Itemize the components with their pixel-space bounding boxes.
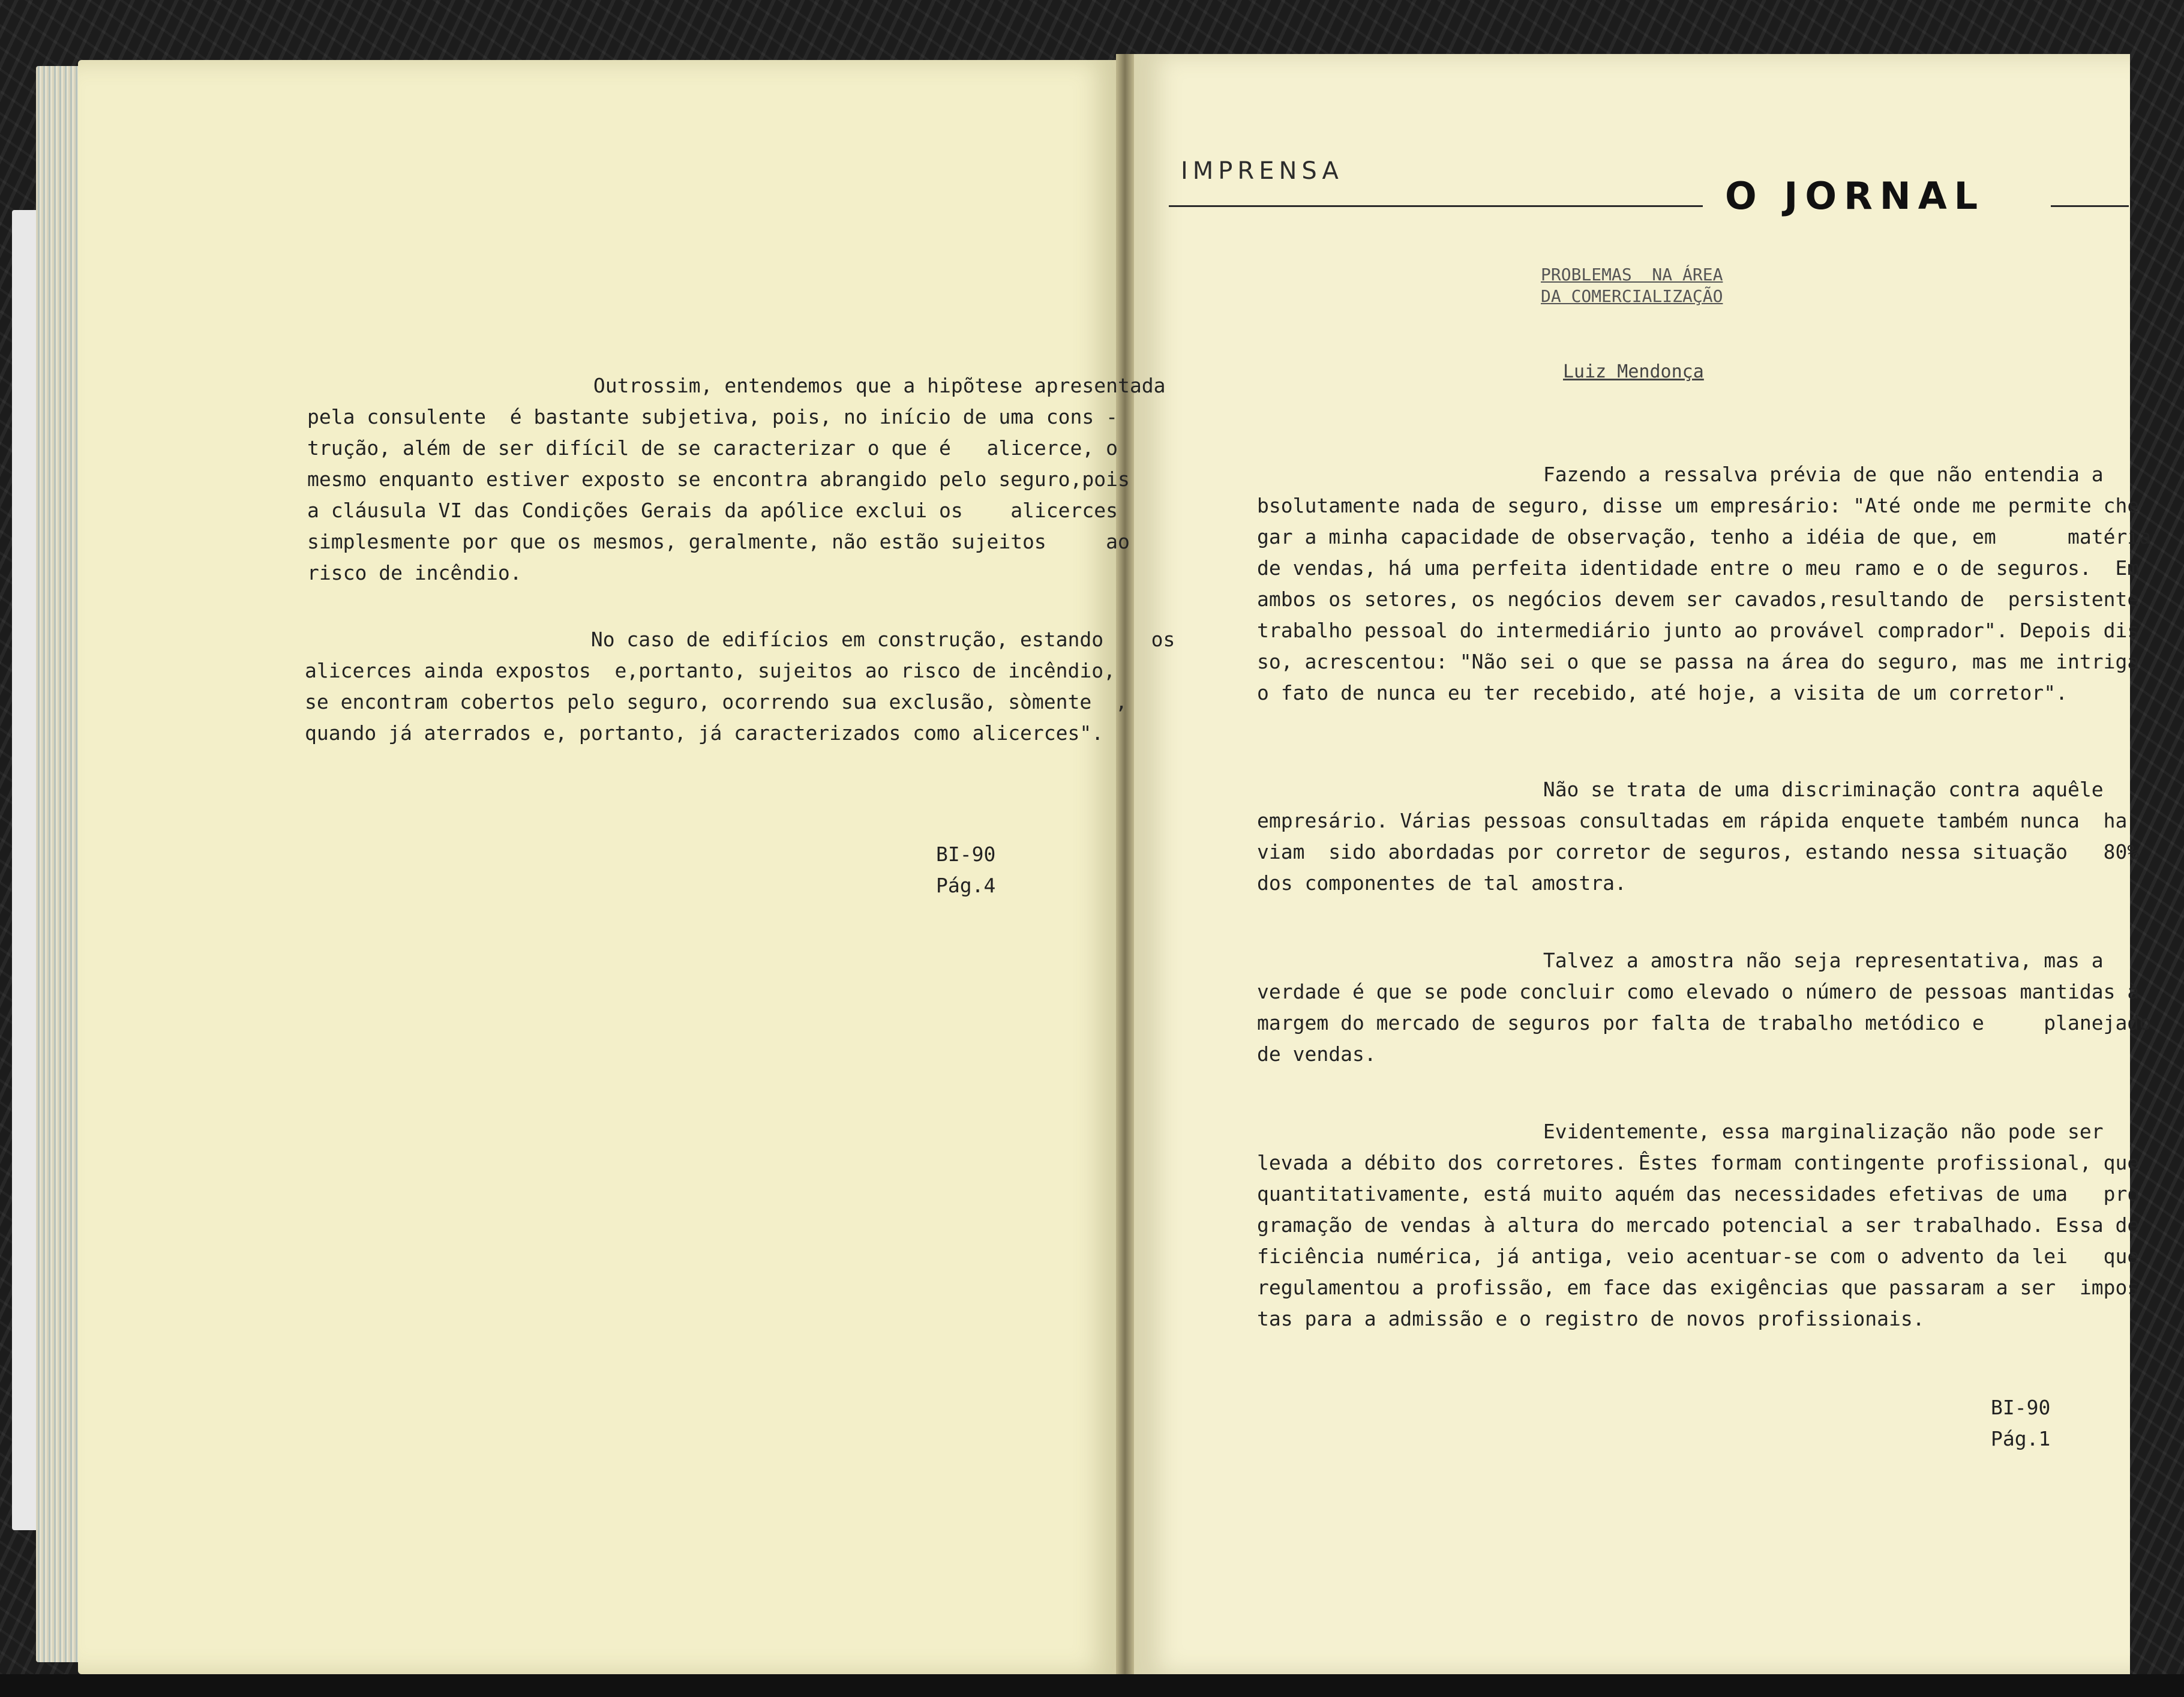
right-paragraph-2: Não se trata de uma discriminação contra aquêle empresário. Várias pessoas consultadas em rápida enquete também nunca ha viam sido abordadas por corretor de seguros, estando nessa situação 80% dos componentes de tal amostra.	[1257, 778, 2140, 895]
left-page-number: Pág.4	[936, 874, 996, 897]
right-page-number: Pág.1	[1991, 1427, 2051, 1450]
book-gutter	[1116, 54, 1134, 1674]
article-author: Luiz Mendonça	[1563, 361, 1704, 382]
section-label: IMPRENSA	[1181, 157, 1343, 185]
masthead-rule-right	[2051, 205, 2129, 207]
left-ref: BI-90	[936, 842, 996, 866]
right-paragraph-4: Evidentemente, essa marginalização não pode ser levada a débito dos corretores. Êstes formam contingente profissional, que quantitativamente, está muito aquém das necessidades efetivas de uma pro gramação de vendas à altura do mercado potencial a ser trabalhado. Essa de ficiência numérica, já antiga, veio acentuar-se com o advento da lei que regulamentou a profissão, em face das exigências que passaram a ser impos tas para a admissão e o registro de novos profissionais.	[1257, 1120, 2140, 1330]
right-paragraph-3: Talvez a amostra não seja representativa, mas a verdade é que se pode concluir como elevado o número de pessoas mantidas à margem do mercado de seguros por falta de trabalho metódico e planejado de vendas.	[1257, 949, 2152, 1066]
right-paragraph-1: Fazendo a ressalva prévia de que não entendia a bsolutamente nada de seguro, disse um empresário: "Até onde me permite che gar a minha capacidade de observação, tenho a idéia de que, em matéria de vendas, há uma perfeita identidade entre o meu ramo e o de seguros. Em ambos os setores, os negócios devem ser cavados,resultando de persistente trabalho pessoal do intermediário junto ao provável comprador". Depois dis so, acrescentou: "Não sei o que se passa na área do seguro, mas me intriga o fato de nunca eu ter recebido, até hoje, a visita de um corretor".	[1257, 463, 2152, 704]
left-paragraph-1: Outrossim, entendemos que a hipõtese apresentada pela consulente é bastante subjetiva, pois, no início de uma cons - trução, além de ser difícil de se caracterizar o que é alicerce, o mesmo enquanto estiver exposto se encontra abrangido pelo seguro,pois a cláusula VI das Condições Gerais da apólice exclui os alicerces simplesmente por que os mesmos, geralmente, não estão sujeitos ao risco de incêndio.	[307, 374, 1166, 584]
masthead-rule-left	[1169, 205, 1703, 207]
left-paragraph-2: No caso de edifícios em construção, estando os alicerces ainda expostos e,portanto, sujeitos ao risco de incêndio, se encontram cobertos pelo seguro, ocorrendo sua exclusão, sòmente , quando já aterrados e, portanto, já caracterizados como alicerces".	[305, 628, 1175, 745]
bottom-border	[0, 1674, 2184, 1697]
right-ref: BI-90	[1991, 1396, 2051, 1419]
newspaper-name: O JORNAL	[1725, 174, 1985, 218]
article-title: PROBLEMAS NA ÁREA DA COMERCIALIZAÇÃO	[1541, 265, 1723, 306]
